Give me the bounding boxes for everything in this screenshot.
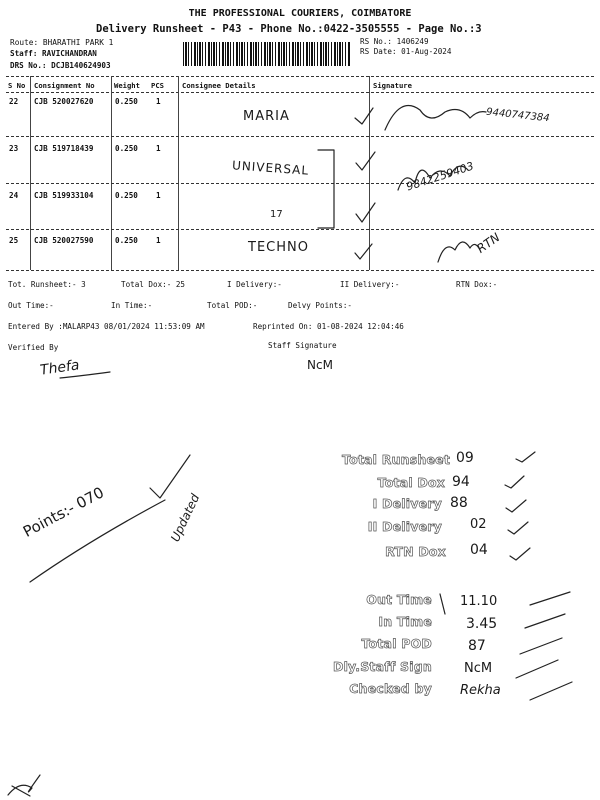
row-consignment: CJB 520027620 — [34, 97, 94, 106]
stamp-value: 11.10 — [460, 594, 498, 609]
stamp-total-runsheet: Total Runsheet — [342, 452, 450, 467]
i-delivery: I Delivery:- — [227, 280, 282, 289]
tot-runsheet: Tot. Runsheet:- 3 — [8, 280, 86, 289]
stamp-checked-by: Checked by — [349, 681, 432, 696]
staff-signature-label: Staff Signature — [268, 341, 337, 350]
row-consignment: CJB 520027590 — [34, 236, 94, 245]
rtn-dox: RTN Dox:- — [456, 280, 498, 289]
stamp-i-delivery: I Delivery — [372, 496, 442, 511]
tick-mark — [440, 594, 445, 614]
stamp-value: 04 — [470, 542, 488, 558]
tick-mark — [355, 244, 372, 259]
tick-mark — [530, 592, 570, 605]
stamp-out-time: Out Time — [366, 592, 432, 607]
row-pcs: 1 — [156, 144, 161, 153]
tick-mark — [150, 455, 190, 498]
company-name: THE PROFESSIONAL COURIERS, COIMBATORE — [188, 8, 412, 19]
stamp-value: Rekha — [460, 683, 501, 698]
rs-number: RS No.: 1406249 — [360, 37, 429, 46]
drs-number: DRS No.: DCJB140624903 — [10, 61, 111, 70]
signature-scribble — [60, 372, 110, 378]
rs-date: RS Date: 01-Aug-2024 — [360, 47, 452, 56]
hand-rtn: RTN — [474, 230, 503, 256]
row-pcs: 1 — [156, 97, 161, 106]
entered-by: Entered By :MALARP43 08/01/2024 11:53:09 AM — [8, 322, 205, 331]
stamp-value: 02 — [470, 517, 487, 532]
total-pod: Total POD:- — [207, 301, 258, 310]
stamp-value: 3.45 — [466, 616, 498, 632]
stamp-rtn-dox: RTN Dox — [385, 544, 446, 559]
tick-mark — [355, 108, 373, 124]
tick-mark — [520, 638, 562, 654]
tick-mark — [30, 500, 165, 582]
row-weight: 0.250 — [115, 236, 138, 245]
tick-mark — [510, 548, 530, 560]
col-signature: Signature — [373, 81, 412, 90]
stamp-value: 88 — [450, 495, 468, 511]
stamp-value: 09 — [456, 450, 474, 466]
tick-mark — [506, 500, 526, 512]
tick-mark — [525, 614, 565, 628]
col-weight: Weight — [114, 81, 140, 90]
signature-scribble — [438, 242, 480, 262]
hand-phone-2: 9842259403 — [404, 159, 476, 194]
hand-updated: Updated — [168, 491, 203, 544]
tick-mark — [356, 203, 375, 222]
total-dox: Total Dox:- 25 — [121, 280, 186, 289]
hand-phone-1: 9440747384 — [485, 106, 551, 125]
row-sno: 25 — [9, 236, 19, 245]
row-weight: 0.250 — [115, 97, 138, 106]
hand-maria: MARIA — [243, 109, 290, 124]
col-sno: S No — [8, 81, 26, 90]
row-weight: 0.250 — [115, 144, 138, 153]
row-consignment: CJB 519933104 — [34, 191, 94, 200]
reprinted-on: Reprinted On: 01-08-2024 12:04:46 — [253, 322, 404, 331]
tick-mark — [516, 660, 558, 678]
row-pcs: 1 — [156, 191, 161, 200]
bracket-mark — [318, 150, 334, 228]
hand-points: Points:- 070 — [20, 483, 107, 541]
route: Route: BHARATHI PARK 1 — [10, 38, 114, 47]
stamp-ii-delivery: II Delivery — [367, 519, 442, 534]
delvy-points: Delvy Points:- — [288, 301, 353, 310]
tick-mark — [505, 476, 524, 488]
row-weight: 0.250 — [115, 191, 138, 200]
col-pcs: PCS — [151, 81, 164, 90]
out-time: Out Time:- — [8, 301, 54, 310]
stamp-dly-staff-sign: Dly.Staff Sign — [333, 659, 432, 674]
row-sno: 24 — [9, 191, 19, 200]
stamp-value: 94 — [452, 474, 470, 490]
verified-by: Verified By — [8, 343, 59, 352]
in-time: In Time:- — [111, 301, 153, 310]
signature-scribble — [385, 106, 486, 131]
runsheet-title: Delivery Runsheet - P43 - Phone No.:0422-3505555 - Page No.:3 — [96, 23, 482, 35]
stamp-value: NcM — [464, 661, 493, 676]
signature-scribble — [398, 166, 468, 190]
stamp-total-dox: Total Dox — [377, 475, 445, 490]
tick-mark — [508, 522, 528, 534]
verified-signature: Thefa — [39, 357, 81, 379]
row-sno: 22 — [9, 97, 19, 106]
tick-mark — [530, 682, 572, 700]
staff-handwritten-signature: NcM — [307, 358, 333, 372]
col-consignee: Consignee Details — [182, 81, 256, 90]
ii-delivery: II Delivery:- — [340, 280, 400, 289]
tick-mark — [516, 452, 535, 462]
stamp-value: 87 — [468, 638, 486, 654]
col-consignment: Consignment No — [34, 81, 95, 90]
hand-techno: TECHNO — [248, 240, 309, 255]
row-pcs: 1 — [156, 236, 161, 245]
tick-mark — [356, 152, 375, 170]
hand-universal: UNIVERSAL — [231, 158, 310, 178]
row-consignment: CJB 519718439 — [34, 144, 94, 153]
signature-scribble — [8, 775, 40, 796]
staff: Staff: RAVICHANDRAN — [10, 49, 97, 58]
hand-row-num: 17 — [270, 209, 283, 220]
stamp-total-pod: Total POD — [361, 636, 432, 651]
stamp-in-time: In Time — [378, 614, 432, 629]
row-sno: 23 — [9, 144, 19, 153]
